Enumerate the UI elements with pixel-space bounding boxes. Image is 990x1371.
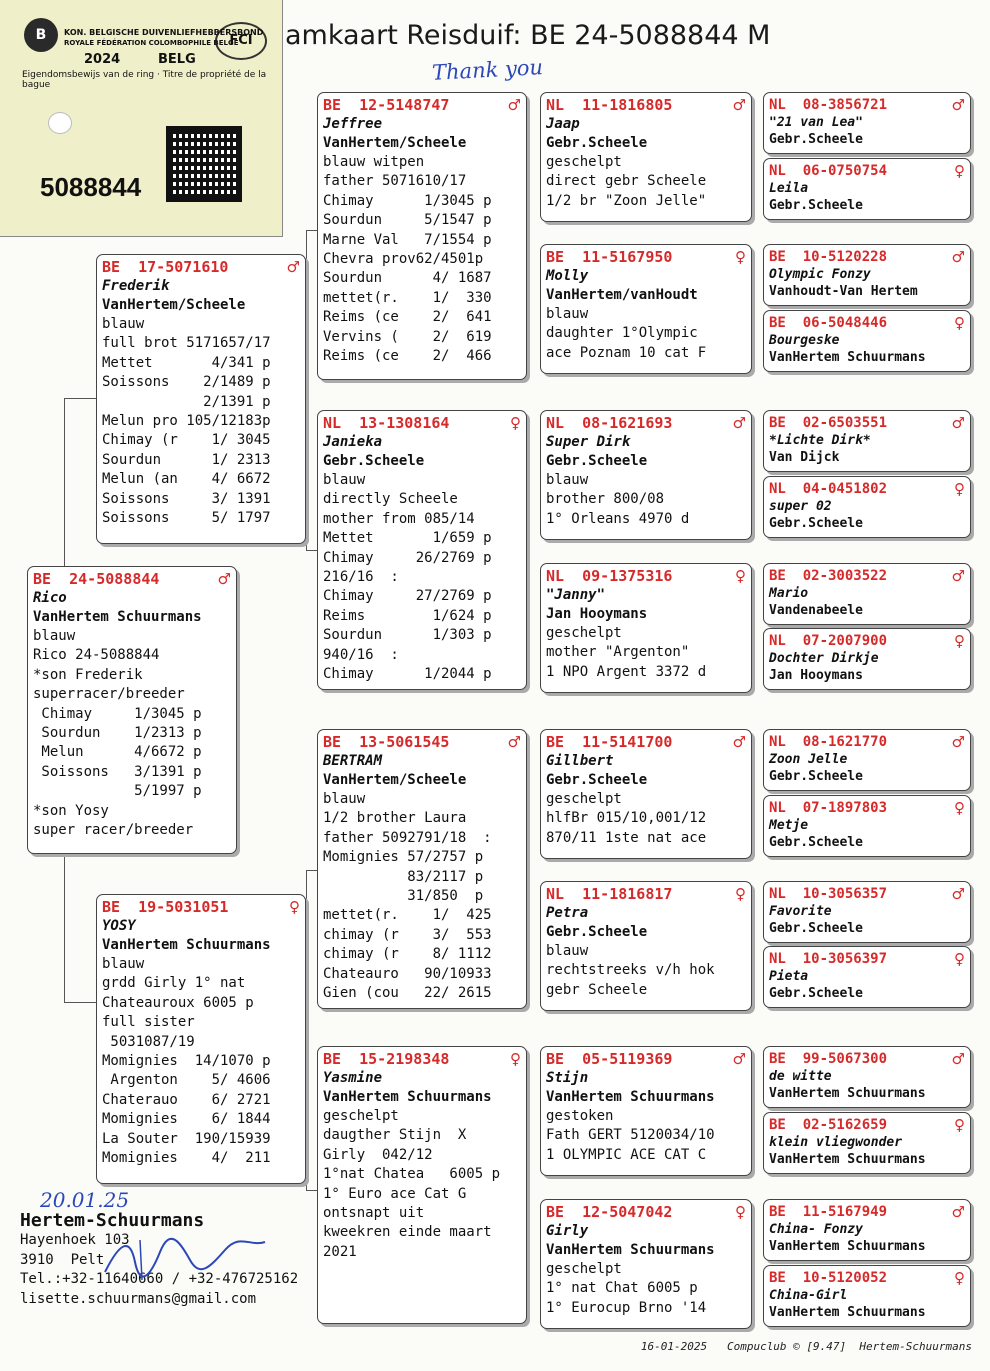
male-icon: ♂ [507,96,521,114]
ring-number: BE 06-5048446 [769,315,888,331]
detail-line: Marne Val 7/1554 p [323,231,492,248]
pigeon-card-mf [317,729,527,1009]
breeder-name: Gebr.Scheele [546,135,648,151]
detail-line: 1 OLYMPIC ACE CAT C [546,1146,707,1163]
detail-line: Soissons 3/1391 p [33,763,202,780]
detail-line: *son Frederik [33,666,143,683]
ring-number: BE 02-6503551 [769,415,888,431]
detail-line: Sourdun 1/303 p [323,627,492,644]
pigeon-name: Stijn [546,1070,589,1086]
breeder-name: VanHertem Schuurmans [33,609,202,625]
detail-line: Girly 042/12 [323,1146,433,1163]
pigeon-card-mmm [540,1199,752,1329]
detail-line: Chateauro 90/10933 [323,965,492,982]
breeder-name: Vandenabeele [769,603,863,618]
male-icon: ♂ [951,248,965,266]
detail-line: 83/2117 p [323,868,484,885]
detail-line: Chimay 26/2769 p [323,549,492,566]
pigeon-name: Janieka [323,434,383,450]
breeder-name: VanHertem Schuurmans [769,1305,926,1320]
detail-line: Soissons 2/1489 p [102,374,271,391]
pigeon-name: Gillbert [546,753,614,769]
breeder-name: Gebr.Scheele [769,986,863,1001]
detail-line: Rico 24-5088844 [33,647,160,664]
pigeon-card-g13 [763,1046,971,1108]
pigeon-name: China- Fonzy [769,1222,863,1237]
detail-line: blauw witpen [323,154,425,170]
detail-line: Chimay 1/3045 p [33,705,202,722]
pigeon-name: China-Girl [769,1288,848,1303]
female-icon: ♀ [510,414,521,432]
ring-number: BE 05-5119369 [546,1050,673,1068]
pigeon-name: Frederik [102,278,170,294]
detail-line: Mettet 1/659 p [323,530,492,547]
punch-hole [48,112,72,134]
pigeon-card-fmm [540,563,752,693]
detail-line: Melun 4/6672 p [33,744,202,761]
pigeon-name: de witte [769,1069,832,1084]
detail-line: superracer/breeder [33,686,185,703]
ring-number: BE 17-5071610 [102,258,229,276]
breeder-name: Jan Hooymans [546,606,648,622]
female-icon: ♀ [954,1116,965,1134]
pigeon-card-fff [540,92,752,222]
detail-line: *son Yosy [33,802,109,819]
female-icon: ♀ [954,632,965,650]
ring-number: BE 24-5088844 [33,570,160,588]
detail-line: daughter 1°Olympic [546,325,698,342]
pigeon-name: Metje [769,818,809,833]
male-icon: ♂ [951,96,965,114]
pigeon-name: *Lichte Dirk* [769,433,871,448]
owner-name: Hertem-Schuurmans [20,1210,205,1231]
detail-line: 216/16 : [323,569,399,586]
detail-line: Sourdun 1/ 2313 [102,451,271,468]
ring-number: NL 08-3856721 [769,97,888,113]
ring-number: NL 06-0750754 [769,163,888,179]
breeder-name: VanHertem/vanHoudt [546,287,698,303]
female-icon: ♀ [735,1203,746,1221]
ring-number: BE 99-5067300 [769,1051,888,1067]
male-icon: ♂ [732,414,746,432]
ring-number: NL 11-1816805 [546,96,673,114]
ring-number: BE 11-5167950 [546,248,673,266]
detail-line: blauw [102,956,145,972]
detail-line: blauw [546,472,589,488]
male-icon: ♂ [732,96,746,114]
ring-number: NL 08-1621693 [546,414,673,432]
owner-address-2: 3910 Pelt [20,1251,105,1268]
pigeon-name: Leila [769,181,809,196]
ring-number: NL 07-2007900 [769,633,888,649]
ownership-text: Eigendomsbewijs van de ring · Titre de propriété de la bague [22,70,267,90]
detail-line: brother 800/08 [546,491,665,508]
detail-line: directly Scheele [323,491,458,508]
pigeon-name: BERTRAM [323,753,383,769]
breeder-name: Gebr.Scheele [769,835,863,850]
male-icon: ♂ [732,733,746,751]
connector-line [64,398,98,399]
detail-line: Sourdun 1/2313 p [33,725,202,742]
pigeon-name: Olympic Fonzy [769,267,871,282]
pigeon-name: Molly [546,268,589,284]
detail-line: Chevra prov62/4501p [323,251,484,268]
detail-line: Vervins ( 2/ 619 [323,328,492,345]
breeder-name: VanHertem Schuurmans [102,937,271,953]
breeder-name: VanHertem Schuurmans [769,1086,926,1101]
ring-year: 2024 [84,52,121,67]
detail-line: Melun pro 105/12183p [102,413,271,430]
pigeon-name: Jeffree [323,116,383,132]
detail-line: blauw [546,943,589,959]
ring-number: BE 12-5148747 [323,96,450,114]
ring-number: BE 10-5120052 [769,1270,888,1286]
breeder-name: Vanhoudt-Van Hertem [769,284,918,299]
pigeon-name: Jaap [546,116,580,132]
female-icon: ♀ [954,162,965,180]
pigeon-card-father [96,254,306,544]
breeder-name: VanHertem Schuurmans [546,1242,715,1258]
ring-number: NL 11-1816817 [546,885,673,903]
ring-number: NL 13-1308164 [323,414,450,432]
detail-line: geschelpt [323,1108,399,1124]
pigeon-name: Zoon Jelle [769,752,848,767]
ring-number: NL 10-3056357 [769,886,888,902]
owner-address-1: Hayenhoek 103 [20,1232,130,1248]
detail-line: Chimay 27/2769 p [323,588,492,605]
ring-ownership-card [0,0,283,237]
breeder-name: VanHertem/Scheele [102,297,246,313]
breeder-name: Jan Hooymans [769,668,863,683]
breeder-name: Gebr.Scheele [769,769,863,784]
detail-line: 5/1997 p [33,783,202,800]
female-icon: ♀ [954,1269,965,1287]
connector-line [64,1002,98,1003]
detail-line: Soissons 5/ 1797 [102,510,271,527]
detail-line: Momignies 14/1070 p [102,1053,271,1070]
connector-line [64,852,65,1002]
detail-line: father 5071610/17 [323,173,467,190]
owner-email: lisette.schuurmans@gmail.com [20,1290,257,1307]
detail-line: full sister [102,1014,195,1031]
pigeon-card-g2 [763,158,971,220]
detail-line: Reims 1/624 p [323,607,492,624]
ring-number: BE 12-5047042 [546,1203,673,1221]
org-name-nl: KON. BELGISCHE DUIVENLIEFHEBBERSBOND [64,28,264,37]
connector-line [306,230,307,550]
detail-line: Momignies 57/2757 p [323,849,484,866]
female-icon: ♀ [954,480,965,498]
pigeon-card-mff [540,729,752,859]
breeder-name: VanHertem Schuurmans [769,350,926,365]
pigeon-card-ff [317,92,527,380]
detail-line: mother "Argenton" [546,644,690,661]
male-icon: ♂ [951,414,965,432]
detail-line: mettet(r. 1/ 425 [323,907,492,924]
pigeon-card-mother [96,894,306,1184]
pigeon-name: Pieta [769,969,809,984]
detail-line: blauw [323,791,366,807]
pigeon-name: Girly [546,1223,589,1239]
male-icon: ♂ [951,885,965,903]
male-icon: ♂ [951,1050,965,1068]
breeder-name: Gebr.Scheele [769,516,863,531]
breeder-name: Gebr.Scheele [769,132,863,147]
detail-line: blauw [323,472,366,488]
pigeon-card-g12 [763,946,971,1008]
pigeon-name: super 02 [769,499,832,514]
detail-line: full brot 5171657/17 [102,335,271,352]
detail-line: Soissons 3/ 1391 [102,490,271,507]
female-icon: ♀ [735,248,746,266]
footer-text: 16-01-2025 Compuclub © [9.47] Hertem-Schuurmans [640,1340,972,1353]
breeder-name: Gebr.Scheele [546,924,648,940]
pigeon-name: Super Dirk [546,434,631,450]
detail-line: kweekren einde maart [323,1224,492,1241]
ring-number: NL 09-1375316 [546,567,673,585]
detail-line: hlfBr 015/10,001/12 [546,810,707,827]
ring-number: BE 11-5141700 [546,733,673,751]
detail-line: Chimay (r 1/ 3045 [102,432,271,449]
pigeon-card-g9 [763,729,971,791]
pigeon-name: Petra [546,905,589,921]
pigeon-card-g16 [763,1265,971,1327]
pigeon-name: Rico [33,590,67,606]
detail-line: Sourdun 4/ 1687 [323,270,492,287]
ring-number: BE 15-2198348 [323,1050,450,1068]
female-icon: ♀ [289,898,300,916]
pigeon-card-g10 [763,795,971,857]
detail-line: 5031087/19 [102,1033,195,1050]
detail-line: 1 NPO Argent 3372 d [546,663,707,680]
female-icon: ♀ [954,950,965,968]
ring-number: NL 10-3056397 [769,951,888,967]
pigeon-card-mmf [540,1046,752,1176]
male-icon: ♂ [286,258,300,276]
breeder-name: Gebr.Scheele [769,198,863,213]
male-icon: ♂ [951,1203,965,1221]
detail-line: Gien (cou 22/ 2615 [323,985,492,1002]
detail-line: blauw [546,306,589,322]
fci-logo-icon: FCI [215,22,267,60]
breeder-name: Van Dijck [769,450,840,465]
detail-line: 1/2 br "Zoon Jelle" [546,192,707,209]
detail-line: La Souter 190/15939 [102,1130,271,1147]
detail-line: Momignies 4/ 211 [102,1150,271,1167]
detail-line: geschelpt [546,791,622,807]
pigeon-card-fm [317,410,527,690]
pigeon-card-g14 [763,1112,971,1174]
detail-line: Chateauroux 6005 p [102,994,254,1011]
detail-line: Chimay 1/3045 p [323,192,492,209]
ring-number: BE 11-5167949 [769,1204,888,1220]
detail-line: Argenton 5/ 4606 [102,1072,271,1089]
detail-line: geschelpt [546,154,622,170]
ring-number: NL 04-0451802 [769,481,888,497]
pigeon-name: Yasmine [323,1070,383,1086]
pigeon-card-g15 [763,1199,971,1261]
breeder-name: Gebr.Scheele [323,453,425,469]
pigeon-card-subject [27,566,237,854]
detail-line: Fath GERT 5120034/10 [546,1127,715,1144]
detail-line: mettet(r. 1/ 330 [323,289,492,306]
pigeon-name: Dochter Dirkje [769,651,879,666]
pigeon-card-g3 [763,244,971,306]
ring-number: BE 10-5120228 [769,249,888,265]
qr-code-icon [166,126,242,202]
ring-number: BE 02-3003522 [769,568,888,584]
pigeon-name: klein vliegwonder [769,1135,903,1150]
pigeon-card-fmf [540,410,752,540]
breeder-name: Gebr.Scheele [546,453,648,469]
org-name-fr: ROYALE FÉDÉRATION COLOMBOPHILE BELGE [64,39,239,47]
breeder-name: Gebr.Scheele [546,772,648,788]
pigeon-name: Mario [769,586,809,601]
detail-line: Sourdun 5/1547 p [323,212,492,229]
detail-line: Chaterauo 6/ 2721 [102,1091,271,1108]
detail-line: ontsnapt uit [323,1205,425,1222]
male-icon: ♂ [217,570,231,588]
ring-number: 5088844 [40,172,142,202]
female-icon: ♀ [510,1050,521,1068]
pigeon-card-g1 [763,92,971,154]
male-icon: ♂ [951,733,965,751]
detail-line: 1° Eurocup Brno '14 [546,1299,707,1316]
detail-line: Momignies 6/ 1844 [102,1111,271,1128]
pigeon-card-mfm [540,881,752,1011]
pigeon-card-g7 [763,563,971,625]
ring-number: NL 08-1621770 [769,734,888,750]
ring-number: BE 13-5061545 [323,733,450,751]
detail-line: 2021 [323,1243,357,1260]
pigeon-card-ffm [540,244,752,374]
pigeon-card-g11 [763,881,971,943]
pigeon-card-g4 [763,310,971,372]
pigeon-name: "21 van Lea" [769,115,863,130]
detail-line: ace Poznam 10 cat F [546,344,707,361]
signature-icon [100,1232,270,1282]
detail-line: Chimay 1/2044 p [323,666,492,683]
female-icon: ♀ [954,799,965,817]
pigeon-card-g6 [763,476,971,538]
detail-line: Melun (an 4/ 6672 [102,471,271,488]
detail-line: blauw [33,628,76,644]
detail-line: 1/2 brother Laura [323,810,467,827]
page-title: amkaart Reisduif: BE 24-5088844 M [285,20,771,51]
owner-phone: Tel.:+32-11640660 / +32-476725162 [20,1271,299,1287]
detail-line: 1° nat Chat 6005 p [546,1280,698,1297]
female-icon: ♀ [735,885,746,903]
ring-country: BELG [158,52,196,67]
detail-line: blauw [102,316,145,332]
detail-line: Reims (ce 2/ 641 [323,309,492,326]
detail-line: 1° Euro ace Cat G [323,1185,467,1202]
detail-line: super racer/breeder [33,822,194,839]
pigeon-card-g5 [763,410,971,472]
detail-line: 940/16 : [323,646,399,663]
handwritten-date: 20.01.25 [40,1188,130,1212]
connector-line [64,398,65,568]
pigeon-name: Bourgeske [769,333,840,348]
ring-number: BE 02-5162659 [769,1117,888,1133]
pigeon-name: YOSY [102,918,136,934]
connector-line [306,870,307,1190]
detail-line: father 5092791/18 : [323,829,492,846]
pigeon-name: Favorite [769,904,832,919]
male-icon: ♂ [732,1050,746,1068]
detail-line: daugther Stijn X [323,1127,467,1144]
breeder-name: VanHertem/Scheele [323,135,467,151]
ring-number: BE 19-5031051 [102,898,229,916]
male-icon: ♂ [951,567,965,585]
federation-logo-icon: B [24,18,58,52]
detail-line: 1° Orleans 4970 d [546,510,690,527]
detail-line: geschelpt [546,1261,622,1277]
detail-line: 2/1391 p [102,393,271,410]
detail-line: rechtstreeks v/h hok [546,962,715,979]
breeder-name: VanHertem Schuurmans [323,1089,492,1105]
breeder-name: VanHertem Schuurmans [546,1089,715,1105]
female-icon: ♀ [735,567,746,585]
detail-line: chimay (r 8/ 1112 [323,946,492,963]
pigeon-card-g8 [763,628,971,690]
breeder-name: Gebr.Scheele [769,921,863,936]
detail-line: mother from 085/14 [323,510,475,527]
breeder-name: VanHertem/Scheele [323,772,467,788]
handwritten-note: Thank you [431,55,544,85]
detail-line: gestoken [546,1108,614,1124]
detail-line: grdd Girly 1° nat [102,975,246,992]
detail-line: 31/850 p [323,888,484,905]
pigeon-name: "Janny" [546,587,606,603]
detail-line: 870/11 1ste nat ace [546,829,707,846]
detail-line: chimay (r 3/ 553 [323,926,492,943]
detail-line: 1°nat Chatea 6005 p [323,1166,501,1183]
detail-line: Reims (ce 2/ 466 [323,348,492,365]
detail-line: direct gebr Scheele [546,173,707,190]
male-icon: ♂ [507,733,521,751]
ring-number: NL 07-1897803 [769,800,888,816]
detail-line: Mettet 4/341 p [102,354,271,371]
breeder-name: VanHertem Schuurmans [769,1239,926,1254]
detail-line: geschelpt [546,625,622,641]
detail-line: gebr Scheele [546,981,648,998]
breeder-name: VanHertem Schuurmans [769,1152,926,1167]
female-icon: ♀ [954,314,965,332]
